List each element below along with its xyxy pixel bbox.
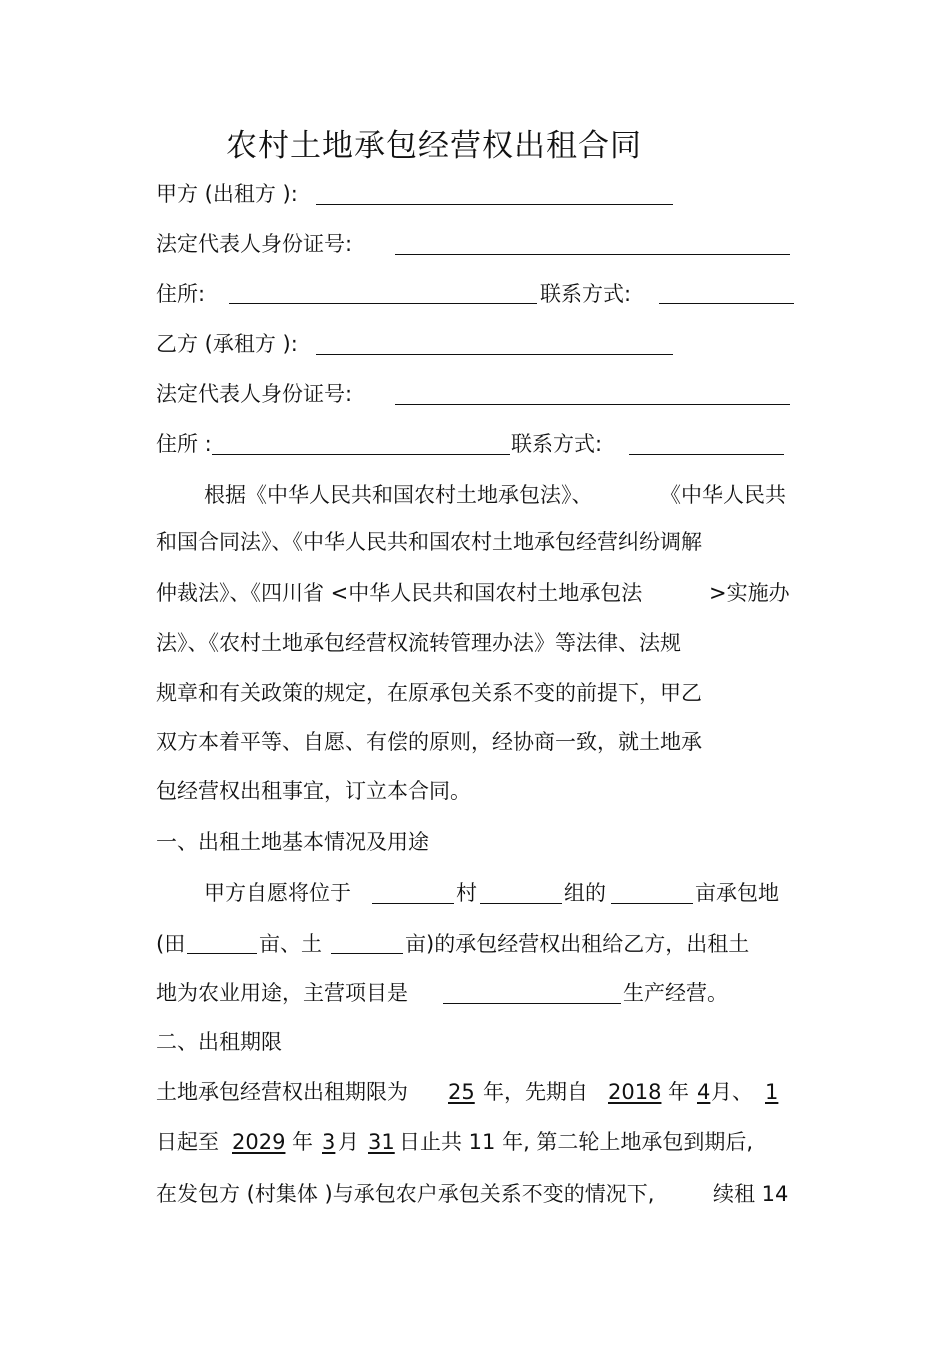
section-heading: 一、出租土地基本情况及用途: [156, 830, 429, 854]
section1-text: 村: [456, 881, 477, 905]
preamble-line: 规章和有关政策的规定，在原承包关系不变的前提下，甲乙: [156, 681, 702, 705]
section1-text: 地为农业用途，主营项目是: [156, 981, 408, 1005]
section1-text: 亩)的承包经营权出租给乙方，出租土: [405, 932, 750, 956]
party-b-blank: [316, 354, 673, 355]
project-blank: [443, 1003, 621, 1004]
start-day: 1: [765, 1080, 779, 1104]
preamble-line: >实施办: [709, 581, 790, 605]
preamble-line: 双方本着平等、自愿、有偿的原则，经协商一致，就土地承: [156, 730, 702, 754]
page-title: 农村土地承包经营权出租合同: [226, 128, 642, 164]
party-b-contact-blank: [629, 454, 784, 455]
party-a-contact-label: 联系方式:: [540, 282, 632, 306]
party-a-id-blank: [395, 254, 790, 255]
preamble-line: 和国合同法》、《中华人民共和国农村土地承包经营纠纷调解: [156, 530, 702, 554]
lease-years: 25: [448, 1080, 475, 1104]
party-b-label: 乙方 (承租方 ):: [156, 332, 298, 356]
party-b-address-label: 住所 :: [156, 432, 212, 456]
section1-text: 生产经营。: [623, 981, 728, 1005]
village-blank: [372, 903, 454, 904]
section1-text: 亩承包地: [695, 881, 779, 905]
party-b-address-blank: [212, 454, 510, 455]
section2-text: 月、: [711, 1080, 753, 1104]
party-a-label: 甲方 (出租方 ):: [156, 182, 298, 206]
section2-text: 年: [292, 1130, 313, 1154]
party-b-id-label: 法定代表人身份证号:: [156, 382, 353, 406]
end-month: 3: [322, 1130, 336, 1154]
party-a-contact-blank: [659, 303, 794, 304]
group-blank: [480, 903, 562, 904]
section2-text: 月: [338, 1130, 359, 1154]
section2-text: 在发包方 (村集体 )与承包农户承包关系不变的情况下,: [156, 1182, 655, 1206]
preamble-line: 法》、《农村土地承包经营权流转管理办法》等法律、法规: [156, 631, 681, 655]
end-year: 2029: [232, 1130, 286, 1154]
party-a-blank: [316, 204, 673, 205]
dry-land-area-blank: [331, 953, 403, 954]
start-year: 2018: [608, 1080, 662, 1104]
party-a-address-label: 住所:: [156, 282, 206, 306]
section-heading: 二、出租期限: [156, 1030, 282, 1054]
preamble-line: 《中华人民共: [660, 483, 786, 507]
section2-text: 土地承包经营权出租期限为: [156, 1080, 408, 1104]
section2-text: 年: [668, 1080, 689, 1104]
party-a-id-label: 法定代表人身份证号:: [156, 232, 353, 256]
preamble-line: 包经营权出租事宜，订立本合同。: [156, 779, 471, 803]
section1-text: 甲方自愿将位于: [204, 881, 351, 905]
party-b-contact-label: 联系方式:: [511, 432, 603, 456]
section1-text: 亩、土: [259, 932, 322, 956]
preamble-line: 根据《中华人民共和国农村土地承包法》、: [204, 483, 593, 507]
area-blank: [611, 903, 693, 904]
end-day: 31: [368, 1130, 395, 1154]
paddy-area-blank: [187, 953, 257, 954]
section1-text: 组的: [564, 881, 606, 905]
party-b-id-blank: [395, 404, 790, 405]
start-month: 4: [697, 1080, 711, 1104]
section2-text: 日止共 11 年, 第二轮上地承包到期后,: [399, 1130, 754, 1154]
preamble-line: 仲裁法》、《四川省 <中华人民共和国农村土地承包法: [156, 581, 643, 605]
section2-text: 年，先期自: [483, 1080, 588, 1104]
party-a-address-blank: [229, 303, 537, 304]
section2-text: 日起至: [156, 1130, 219, 1154]
section2-text: 续租 14: [713, 1182, 789, 1206]
section1-text: (田: [156, 932, 186, 956]
